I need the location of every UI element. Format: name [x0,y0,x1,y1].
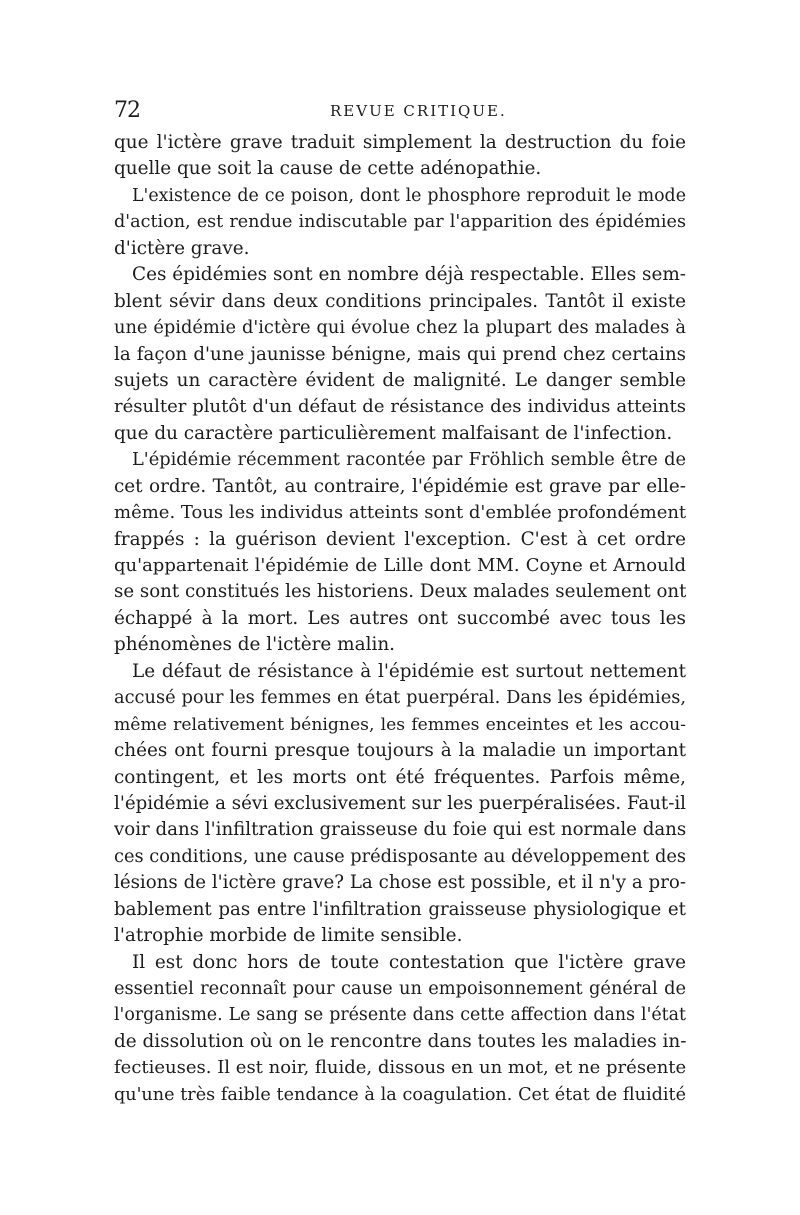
text-line: lésions de l'ictère grave? La chose est possible, et il n'y a pro- [114,872,686,894]
text-line: quelle que soit la cause de cette adénopathie. [114,158,542,180]
text-line: d'ictère grave. [114,237,250,259]
text-line: contingent, et les morts ont été fréquentes. Parfois même, [114,766,686,788]
text-line: que du caractère particulièrement malfaisant de l'infection. [114,422,673,444]
text-line: voir dans l'infiltration graisseuse du foie qui est normale dans [114,819,686,841]
text-line: chées ont fourni presque toujours à la maladie un important [114,740,686,762]
text-line: d'action, est rendue indiscutable par l'apparition des épidémies [114,212,686,233]
text-line: de dissolution où on le rencontre dans toutes les maladies in- [114,1030,686,1052]
text-line: qu'une très faible tendance à la coagulation. Cet état de fluidité [114,1084,686,1105]
text-line: l'atrophie morbide de limite sensible. [114,925,463,947]
text-line: se sont constitués les historiens. Deux malades seulement ont [114,581,686,603]
text-line: Il est donc hors de toute contestation que l'ictère grave [132,951,686,973]
text-line: même relativement bénignes, les femmes enceintes et les accou- [114,714,686,735]
page-header [114,96,686,126]
text-line: bablement pas entre l'infiltration graisseuse physiologique et [114,898,686,920]
body-text [114,130,686,1108]
text-line: qu'appartenait l'épidémie de Lille dont MM. Coyne et Arnould [114,555,686,576]
text-line: blent sévir dans deux conditions principales. Tantôt il existe [114,290,686,312]
text-line: résulter plutôt d'un défaut de résistance des individus atteints [114,396,686,418]
text-line: L'épidémie récemment racontée par Fröhlich semble être de [132,449,686,471]
text-line: sujets un caractère évident de malignité. Le danger semble [114,369,686,391]
text-line: Ces épidémies sont en nombre déjà respectable. Elles sem- [132,264,686,286]
text-line: l'organisme. Le sang se présente dans cette affection dans l'état [114,1005,686,1026]
running-head: REVUE CRITIQUE. [330,102,507,120]
text-line: phénomènes de l'ictère malin. [114,634,396,656]
page-number: 72 [114,98,140,123]
text-line: frappés : la guérison devient l'exception. C'est à cet ordre [114,528,686,550]
text-line: une épidémie d'ictère qui évolue chez la plupart des malades à [114,317,686,339]
text-line: Le défaut de résistance à l'épidémie est surtout nettement [132,660,686,682]
text-line: cet ordre. Tantôt, au contraire, l'épidémie est grave par elle- [114,475,686,497]
text-line: L'existence de ce poison, dont le phosphore reproduit le mode [132,185,686,206]
text-line: échappé à la mort. Les autres ont succombé avec tous les [114,607,686,629]
text-line: accusé pour les femmes en état puerpéral. Dans les épidémies, [114,687,686,709]
text-line: même. Tous les individus atteints sont d'emblée profondément [114,502,686,524]
text-line: la façon d'une jaunisse bénigne, mais qui prend chez certains [114,343,686,365]
text-line: que l'ictère grave traduit simplement la destruction du foie [114,132,686,153]
text-line: essentiel reconnaît pour cause un empoisonnement général de [114,978,686,999]
text-line: ces conditions, une cause prédisposante au développement des [114,845,686,867]
text-line: fectieuses. Il est noir, fluide, dissous en un mot, et ne présente [114,1057,686,1079]
text-line: l'épidémie a sévi exclusivement sur les puerpéralisées. Faut-il [114,792,686,814]
